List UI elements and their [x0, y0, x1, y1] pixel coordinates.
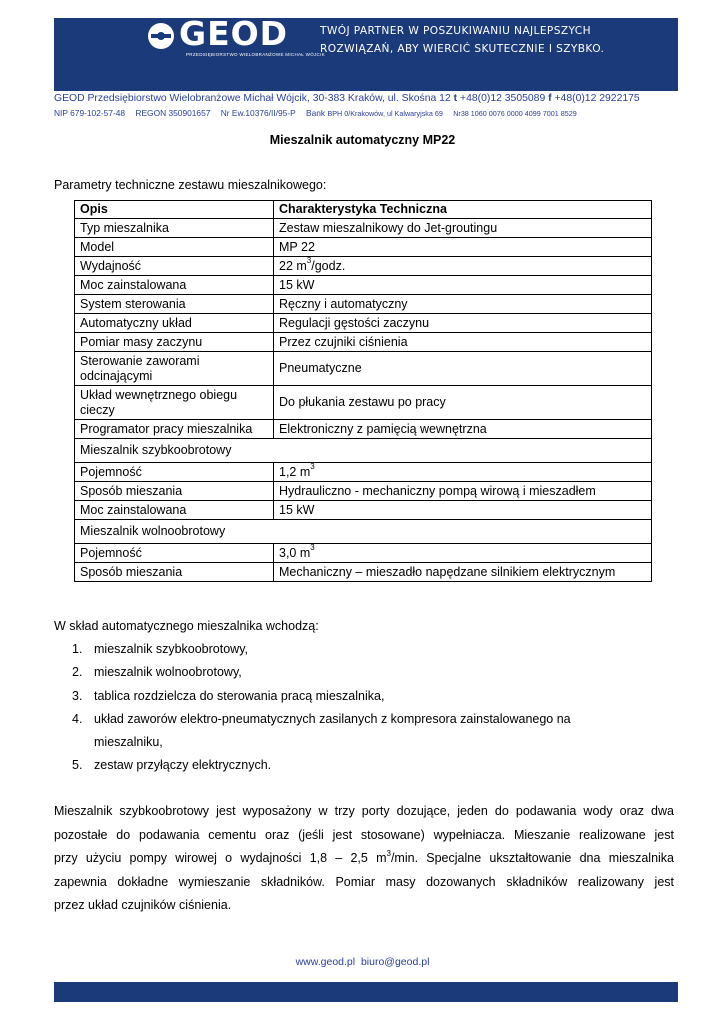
section-heading: Mieszalnik szybkoobrotowy	[75, 439, 652, 463]
item-number: 5.	[72, 758, 83, 773]
paragraph-exponent: 3	[386, 848, 391, 858]
item-text: mieszalniku,	[94, 735, 163, 750]
volume-exponent: 3	[310, 462, 315, 472]
bank-label: Bank	[306, 108, 326, 118]
item-text: mieszalnik wolnoobrotowy,	[94, 665, 242, 680]
website-link[interactable]: www.geod.pl	[295, 956, 356, 968]
row-value	[274, 544, 652, 563]
nip-label: NIP	[54, 108, 68, 118]
row-label: Pojemność	[75, 463, 274, 482]
footer-links	[0, 956, 725, 968]
item-text: mieszalnik szybkoobrotowy,	[94, 642, 248, 656]
table-row	[75, 482, 652, 501]
slogan-line-2: ROZWIĄZAŃ, ABY WIERCIĆ SKUTECZNIE I SZYBKO.	[320, 43, 605, 55]
geod-logo-icon	[148, 23, 174, 49]
header-characteristics: Charakterystyka Techniczna	[274, 201, 652, 219]
list-item	[54, 731, 674, 754]
volume-value: 1,2 m	[279, 464, 311, 479]
table-row	[75, 238, 652, 257]
row-value: Przez czujniki ciśnienia	[274, 333, 652, 352]
capacity-unit: /godz.	[311, 258, 346, 273]
row-label: Automatyczny układ	[75, 314, 274, 333]
row-label: Pomiar masy zaczynu	[75, 333, 274, 352]
row-value: 15 kW	[274, 501, 652, 520]
parameters-table	[74, 200, 652, 582]
row-value: Elektroniczny z pamięcią wewnętrzna	[274, 420, 652, 439]
parameters-intro: Parametry techniczne zestawu mieszalnikowego:	[54, 178, 327, 192]
section-heading: Mieszalnik wolnoobrotowy	[75, 520, 652, 544]
list-item	[54, 661, 674, 684]
item-number: 3.	[72, 688, 83, 703]
row-label: Moc zainstalowana	[75, 501, 274, 520]
row-value: Mechaniczny – mieszadło napędzane silnikiem elektrycznym	[274, 563, 652, 582]
row-label: Sposób mieszania	[75, 563, 274, 582]
paragraph-line: Mieszalnik szybkoobrotowy jest wyposażony w trzy porty dozujące, jeden do podawania wody oraz dwa	[54, 804, 674, 818]
company-address	[54, 93, 678, 104]
logo-subtitle: PRZEDSIĘBIORSTWO WIELOBRANŻOWE MICHAŁ WÓJCIK	[186, 52, 325, 57]
item-text: zestaw przyłączy elektrycznych.	[94, 758, 272, 773]
row-value: MP 22	[274, 238, 652, 257]
row-value: Regulacji gęstości zaczynu	[274, 314, 652, 333]
company-name: GEOD Przedsiębiorstwo Wielobranżowe Michał Wójcik, 30-383 Kraków, ul. Skośna 12	[54, 93, 451, 104]
table-row	[75, 501, 652, 520]
paragraph-text: /min. Specjalne ukształtowanie dna mieszalnika	[390, 851, 674, 865]
table-row	[75, 420, 652, 439]
phone-label: t	[453, 93, 458, 104]
list-item	[54, 708, 674, 731]
fax-number: +48(0)12 2922175	[554, 93, 640, 104]
footer-bar	[54, 982, 678, 1002]
row-label: Programator pracy mieszalnika	[75, 420, 274, 439]
table-row	[75, 386, 652, 420]
document-title: Mieszalnik automatyczny MP22	[269, 133, 456, 147]
item-text: układ zaworów elektro-pneumatycznych zasilanych z kompresora zainstalowanego na	[94, 711, 571, 726]
fax-label: f	[548, 93, 552, 104]
table-row	[75, 544, 652, 563]
table-row	[75, 295, 652, 314]
volume-exponent: 3	[310, 543, 315, 553]
regon-value: 350901657	[168, 108, 211, 118]
ewid-value: 10376/II/95-P	[245, 108, 296, 118]
row-label: Pojemność	[75, 544, 274, 563]
section-row	[75, 439, 652, 463]
table-row	[75, 333, 652, 352]
row-value: Zestaw mieszalnikowy do Jet-groutingu	[274, 219, 652, 238]
list-item	[54, 638, 674, 661]
row-value: Do płukania zestawu po pracy	[274, 386, 652, 420]
row-value: Ręczny i automatyczny	[274, 295, 652, 314]
account-number: 38 1060 0076 0000 4099 7001 8529	[460, 109, 577, 118]
capacity-value: 22 m	[279, 258, 307, 273]
ewid-label: Nr Ew.	[220, 108, 246, 118]
row-value: 15 kW	[274, 276, 652, 295]
capacity-exponent: 3	[306, 256, 312, 266]
item-number: 2.	[72, 665, 83, 680]
row-value: Pneumatyczne	[274, 352, 652, 386]
slogan	[320, 22, 604, 58]
item-number: 1.	[72, 642, 83, 656]
paragraph-line	[54, 847, 674, 871]
table-row	[75, 352, 652, 386]
nip-value: 679-102-57-48	[70, 108, 126, 118]
table-row	[75, 257, 652, 276]
row-value: Hydrauliczno - mechaniczny pompą wirową i mieszadłem	[274, 482, 652, 501]
paragraph-text: przy użyciu pompy wirowej o wydajności 1,8 – 2,5 m	[54, 851, 387, 865]
description-paragraph	[54, 800, 674, 918]
phone-number: +48(0)12 3505089	[460, 93, 546, 104]
table-row	[75, 219, 652, 238]
row-label: Układ wewnętrznego obiegu cieczy	[75, 386, 274, 420]
item-number: 4.	[72, 711, 83, 726]
header-description: Opis	[75, 201, 274, 219]
row-label: Wydajność	[75, 257, 274, 276]
table-header-row	[75, 201, 652, 219]
components-intro: W skład automatycznego mieszalnika wchodzą:	[54, 619, 319, 633]
row-label: Sterowanie zaworami odcinającymi	[75, 352, 274, 386]
account-label: Nr	[453, 109, 461, 118]
row-value	[274, 257, 652, 276]
components-list	[54, 638, 674, 778]
row-label: Typ mieszalnika	[75, 219, 274, 238]
row-label: Moc zainstalowana	[75, 276, 274, 295]
list-item	[54, 685, 674, 708]
paragraph-line: pozostałe do podawania cementu oraz (jeśli jest stosowane) wypełniacza. Mieszanie realizowane jest	[54, 827, 674, 842]
bank-name: BPH 0/Krakowów, ul Kalwaryjska 69	[327, 109, 443, 118]
item-text: tablica rozdzielcza do sterowania pracą mieszalnika,	[94, 688, 385, 703]
volume-value: 3,0 m	[279, 545, 311, 560]
paragraph-line: zapewnia dokładne wymieszanie składników. Pomiar masy dozowanych składników realizowany jest	[54, 874, 674, 889]
registration-line	[54, 108, 678, 118]
row-label: Sposób mieszania	[75, 482, 274, 501]
table-row	[75, 276, 652, 295]
email-link[interactable]: biuro@geod.pl	[360, 956, 430, 968]
slogan-line-1: TWÓJ PARTNER W POSZUKIWANIU NAJLEPSZYCH	[320, 25, 591, 37]
regon-label: REGON	[135, 108, 167, 118]
table-row	[75, 563, 652, 582]
row-label: System sterowania	[75, 295, 274, 314]
section-row	[75, 520, 652, 544]
paragraph-line: przez układ czujników ciśnienia.	[54, 898, 232, 912]
row-value	[274, 463, 652, 482]
list-item	[54, 754, 674, 777]
table-row	[75, 314, 652, 333]
logo-text: GEOD	[179, 14, 289, 53]
row-label: Model	[75, 238, 274, 257]
table-row	[75, 463, 652, 482]
